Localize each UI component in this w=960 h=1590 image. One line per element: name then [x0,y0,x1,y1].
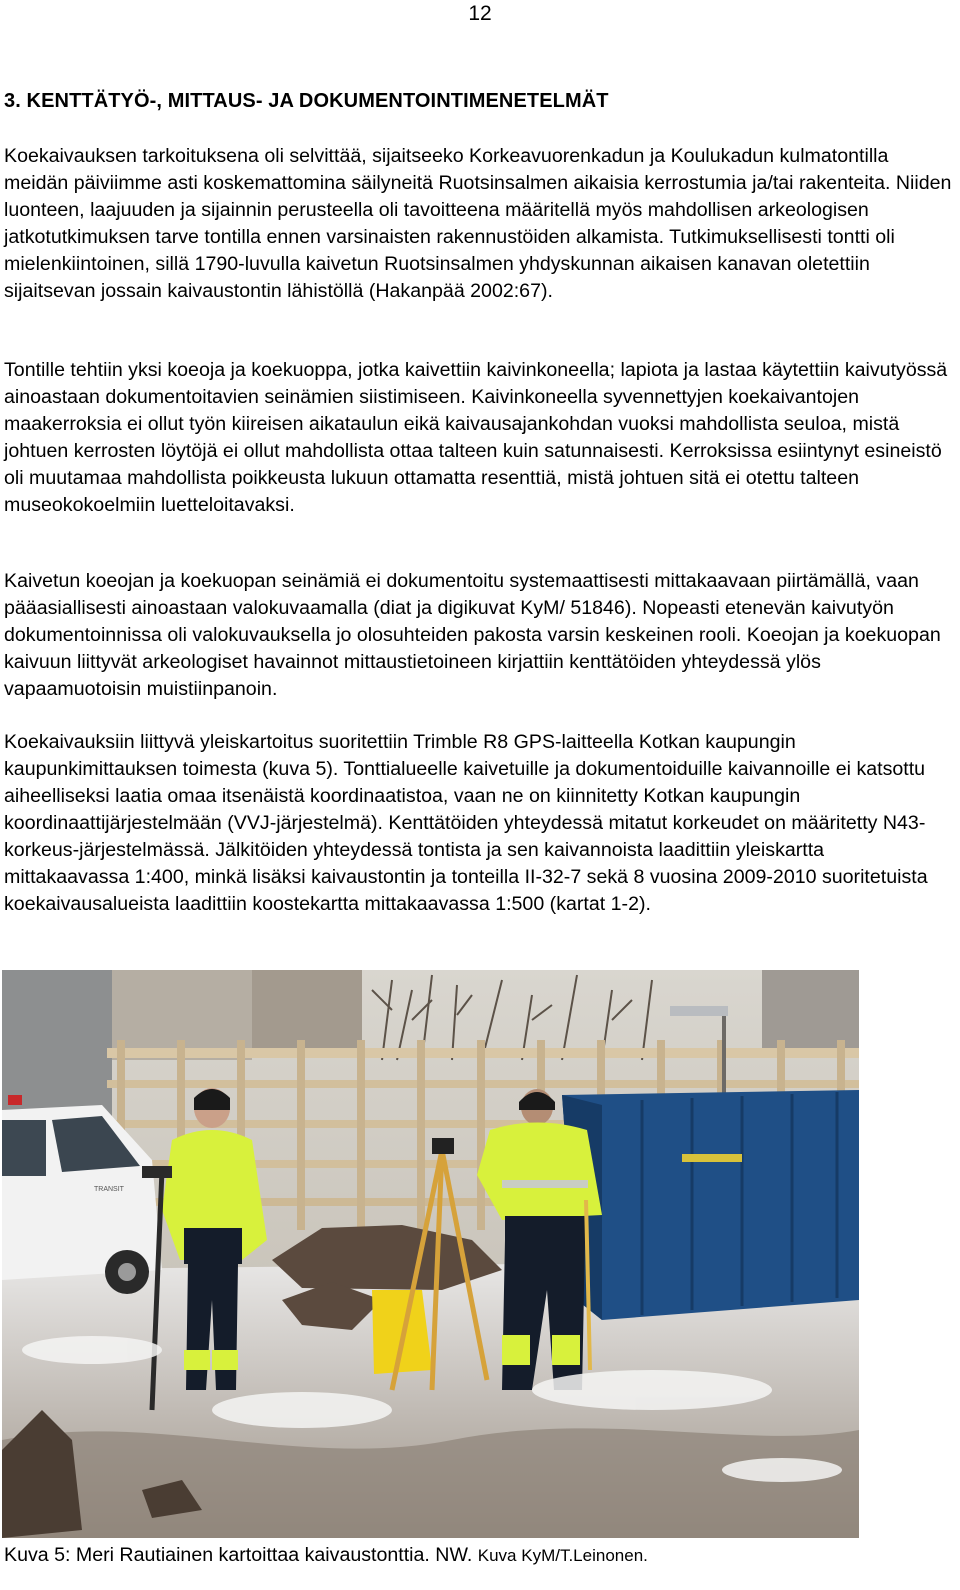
survey-photo [2,970,859,1538]
figure-caption [4,1542,648,1569]
survey-photo-illustration [2,970,859,1538]
caption-text: Kuva 5: Meri Rautiainen kartoittaa kaivaustonttia. NW. [4,1544,473,1566]
van-model-text: TRANSIT [94,1186,124,1193]
paragraph-4: Koekaivauksiin liittyvä yleiskartoitus suoritettiin Trimble R8 GPS-laitteella Kotkan kaupungin kaupunkimittauksen toimesta (kuva 5). Tonttialueelle kaivetuille ja dokumentoiduille kaivannoille ei katsottu aiheelliseksi laatia omaa itsenäistä koordinaatistoa, vaan ne on kiinnitetty Kotkan kaupungin koordinaattijärjestelmään (VVJ-järjestelmä). Kenttätöiden yhteydessä mitatut korkeudet on määritetty N43-korkeus-järjestelmässä. Jälkitöiden yhteydessä tontista ja sen kaivannoista laadittiin yleiskartta mittakaavassa 1:400, minkä lisäksi kaivaustontin ja tonteilla II-32-7 sekä 8 vuosina 2009-2010 suoritetuista koekaivausalueista laadittiin koostekartta mittakaavassa 1:500 (kartat 1-2). [4,731,928,915]
caption-credit: Kuva KyM/T.Leinonen. [477,1546,648,1565]
paragraph-1: Koekaivauksen tarkoituksena oli selvittää, sijaitseeko Korkeavuorenkadun ja Koulukadun kulmatontilla meidän päiviimme asti koskemattomina säilyneitä Ruotsinsalmen aikaisia kerrostumia ja/tai rakenteita. Niiden luonteen, laajuuden ja sijainnin perusteella oli tavoitteena määritellä myös mahdollisen arkeologisen jatkotutkimuksen tarve tontilla ennen varsinaisten rakennustöiden alkamista. Tutkimuksellisesti tontti oli mielenkiintoinen, sillä 1790-luvulla kaivetun Ruotsinsalmen yhdyskunnan aikaisen kanavan oletettiin sijaitsevan jossain kaivaustontin lähistöllä (Hakanpää 2002:67). [4,145,952,302]
page-number: 12 [468,2,492,25]
blue-container [562,1090,859,1320]
paragraph-3: Kaivetun koeojan ja koekuopan seinämiä ei dokumentoitu systemaattisesti mittakaavaan piirtämällä, vaan pääasiallisesti ainoastaan valokuvaamalla (diat ja digikuvat KyM/ 51846). Nopeasti etenevän kaivutyön dokumentoinnissa oli valokuvauksella jo olosuhteiden pakosta varsin keskeinen rooli. Koeojan ja koekuopan kaivuun liittyvät arkeologiset havainnot mittaustietoineen kirjattiin kenttätöiden yhteydessä ylös vapaamuotoisin muistiinpanoin. [4,570,941,700]
section-heading: 3. KENTTÄTYÖ-, MITTAUS- JA DOKUMENTOINTIMENETELMÄT [4,90,609,112]
paragraph-2: Tontille tehtiin yksi koeoja ja koekuoppa, jotka kaivettiin kaivinkoneella; lapiota ja lastaa käytettiin kaivutyössä ainoastaan dokumentoitavien seinämien siistimiseen. Kaivinkoneella syvennettyjen koekaivantojen maakerroksia ei ollut työn kiireisen aikataulun eikä kaivausajankohdan vuoksi mahdollista seuloa, mistä johtuen kerrosten löytöjä ei ollut mahdollista ottaa talteen kuin satunnaisesti. Kerroksissa esiintynyt esineistö oli muutamaa mahdollista poikkeusta lukuun ottamatta resenttiä, mistä johtuen sitä ei otettu talteen museokokoelmiin luetteloitavaksi. [4,359,948,516]
